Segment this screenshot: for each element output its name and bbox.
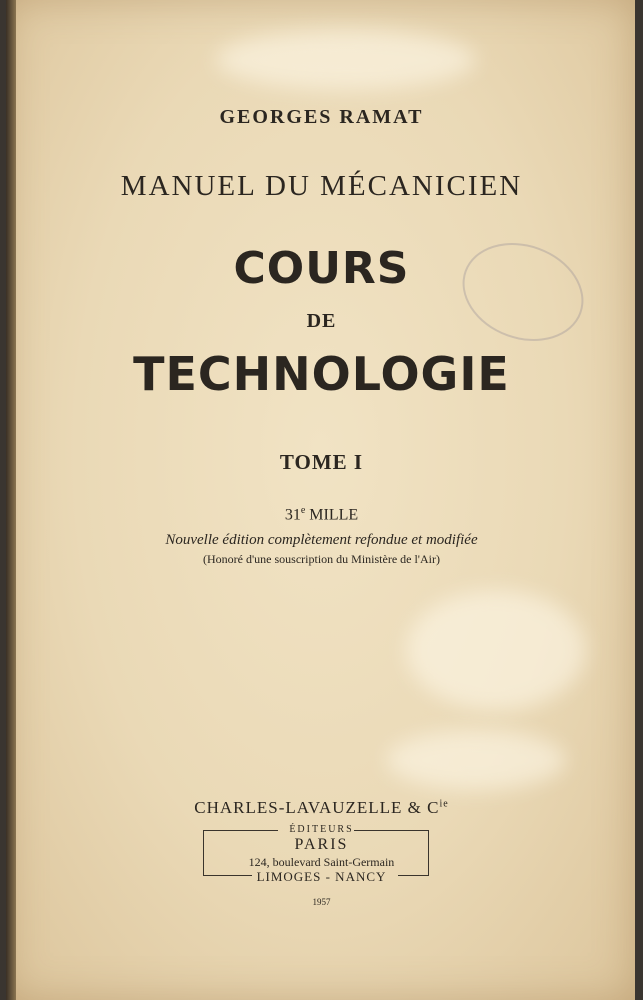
main-title-line1: COURS bbox=[233, 243, 410, 294]
print-run bbox=[0, 505, 643, 524]
print-run-label: MILLE bbox=[309, 506, 359, 524]
publisher-branches: LIMOGES - NANCY bbox=[256, 869, 387, 884]
publisher-name bbox=[0, 798, 643, 818]
edition-note: Nouvelle édition complètement refondue et modifiée bbox=[165, 532, 478, 548]
honor-note: (Honoré d'une souscription du Ministère de l'Air) bbox=[203, 552, 440, 566]
publisher-role: ÉDITEURS bbox=[289, 824, 354, 835]
paper-stain bbox=[216, 30, 476, 90]
print-run-suffix: e bbox=[300, 505, 306, 516]
volume-label: TOME I bbox=[279, 450, 364, 474]
publication-year: 1957 bbox=[312, 897, 331, 907]
author-name: GEORGES RAMAT bbox=[219, 106, 424, 128]
paper-stain bbox=[406, 590, 586, 710]
print-run-number: 31 bbox=[284, 506, 301, 524]
publisher-address: 124, boulevard Saint-Germain bbox=[248, 855, 395, 869]
publisher-name-text: CHARLES-LAVAUZELLE & C bbox=[194, 798, 440, 817]
publisher-name-suffix: ie bbox=[439, 798, 449, 810]
publisher-city: PARIS bbox=[294, 836, 349, 853]
series-title: MANUEL DU MÉCANICIEN bbox=[120, 170, 523, 202]
main-title-connector: DE bbox=[306, 310, 337, 332]
main-title-line2: TECHNOLOGIE bbox=[133, 347, 510, 401]
paper-stain bbox=[386, 730, 566, 790]
